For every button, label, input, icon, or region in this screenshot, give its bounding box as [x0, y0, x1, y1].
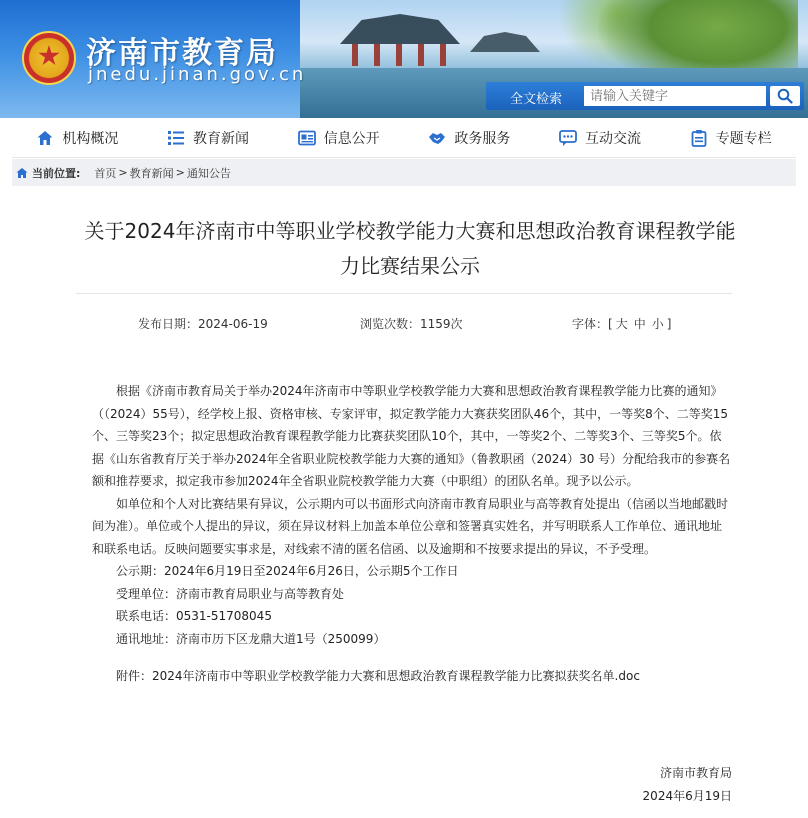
mailing-address: 通讯地址：济南市历下区龙鼎大道1号（250099）: [116, 631, 386, 646]
national-emblem-icon: [22, 31, 76, 85]
nav-item-services[interactable]: [404, 118, 535, 158]
pavilion-roof-shape: [340, 14, 460, 44]
font-size-switcher: [572, 315, 671, 332]
breadcrumb-separator: >: [118, 166, 128, 179]
breadcrumb-news[interactable]: 教育新闻: [129, 166, 174, 180]
publish-date-label: 发布日期：: [138, 317, 199, 331]
home-icon: [36, 129, 54, 147]
view-count: [360, 315, 463, 332]
search-button[interactable]: [770, 86, 800, 106]
nav-item-label: 专题专栏: [715, 130, 772, 147]
font-size-label: 字体：[: [572, 317, 613, 331]
nav-item-label: 政务服务: [454, 130, 511, 147]
breadcrumb: [12, 159, 796, 186]
chat-icon: [559, 129, 577, 147]
nav-item-label: 互动交流: [585, 130, 642, 147]
article-paragraph: 根据《济南市教育局关于举办2024年济南市中等职业学校教学能力大赛和思想政治教育课程教学能力比赛的通知》（（2024）55号），经学校上报、资格审核、专家评审，拟定教学能力大赛获奖团队46个，其中，一等奖8个、二等奖15个、三等奖23个；拟定思想政治教育课程教学能力比赛获奖团队10个，其中，一等奖2个、二等奖3个、三等奖5个。依据《山东省教育厅关于举办2024年全省职业院校教学能力大赛的通知》（鲁教职函（2024）30 号）分配给我市的参赛名额和推荐要求，拟定我市参加2024年全省职业院校教学能力大赛（中职组）的团队名单。现予以公示。: [92, 384, 731, 488]
breadcrumb-separator: >: [175, 166, 185, 179]
home-icon: [16, 167, 28, 179]
breadcrumb-label: 当前位置:: [32, 166, 81, 180]
breadcrumb-home[interactable]: 首页: [94, 166, 117, 180]
info-card-icon: [298, 129, 316, 147]
title-divider: [76, 293, 732, 294]
attachment-link[interactable]: 附件：2024年济南市中等职业学校教学能力大赛和思想政治教育课程教学能力比赛拟获奖名单.doc: [116, 669, 640, 683]
publish-date-value: 2024-06-19: [198, 317, 268, 331]
font-size-small-button[interactable]: 小: [651, 317, 664, 331]
search-bar: [486, 82, 804, 110]
accepting-unit: 受理单位：济南市教育局职业与高等教育处: [116, 586, 345, 601]
header-banner: [0, 0, 808, 118]
nav-item-news[interactable]: [143, 118, 274, 158]
font-size-close: ]: [666, 317, 672, 331]
publish-date: [138, 315, 268, 332]
font-size-medium-button[interactable]: 中: [633, 317, 646, 331]
list-icon: [167, 129, 185, 147]
view-count-label: 浏览次数：: [360, 317, 421, 331]
breadcrumb-notices[interactable]: 通知公告: [186, 166, 231, 180]
notice-period: 公示期：2024年6月19日至2024年6月26日，公示期5个工作日: [116, 564, 459, 578]
nav-item-label: 机构概况: [62, 130, 119, 147]
search-input[interactable]: [584, 86, 766, 106]
pavilion-pillars-shape: [352, 44, 452, 66]
nav-item-disclosure[interactable]: [273, 118, 404, 158]
article-body: [92, 380, 732, 688]
signature-date: 2024年6月19日: [642, 789, 732, 803]
article-paragraph: 如单位和个人对比赛结果有异议，公示期内可以书面形式向济南市教育局职业与高等教育处提出（信函以当地邮戳时间为准）。单位或个人提出的异议，须在异议材料上加盖本单位公章和签署真实姓名，并写明联系人工作单位、通讯地址和联系电话。反映问题要实事求是，对线索不清的匿名信函、以及逾期和不按要求提出的异议，不予受理。: [92, 496, 729, 556]
nav-item-about[interactable]: [12, 118, 143, 158]
font-size-large-button[interactable]: 大: [615, 317, 628, 331]
search-icon: [777, 88, 793, 104]
article-title: 关于2024年济南市中等职业学校教学能力大赛和思想政治教育课程教学能力比赛结果公示: [84, 219, 736, 278]
contact-phone: 联系电话：0531-51708045: [116, 609, 272, 623]
pavilion-roof-shape: [470, 32, 540, 52]
main-nav: [12, 118, 796, 158]
nav-item-interaction[interactable]: [535, 118, 666, 158]
search-label: 全文检索: [510, 92, 563, 107]
nav-item-label: 信息公开: [323, 130, 380, 147]
site-title[interactable]: 济南市教育局: [86, 36, 278, 71]
signature-org: 济南市教育局: [659, 766, 732, 780]
clipboard-icon: [690, 129, 708, 147]
site-domain: jnedu.jinan.gov.cn: [88, 64, 307, 85]
handshake-icon: [428, 129, 446, 147]
nav-item-label: 教育新闻: [193, 130, 249, 147]
view-count-value: 1159次: [420, 317, 463, 331]
nav-item-special[interactable]: [665, 118, 796, 158]
